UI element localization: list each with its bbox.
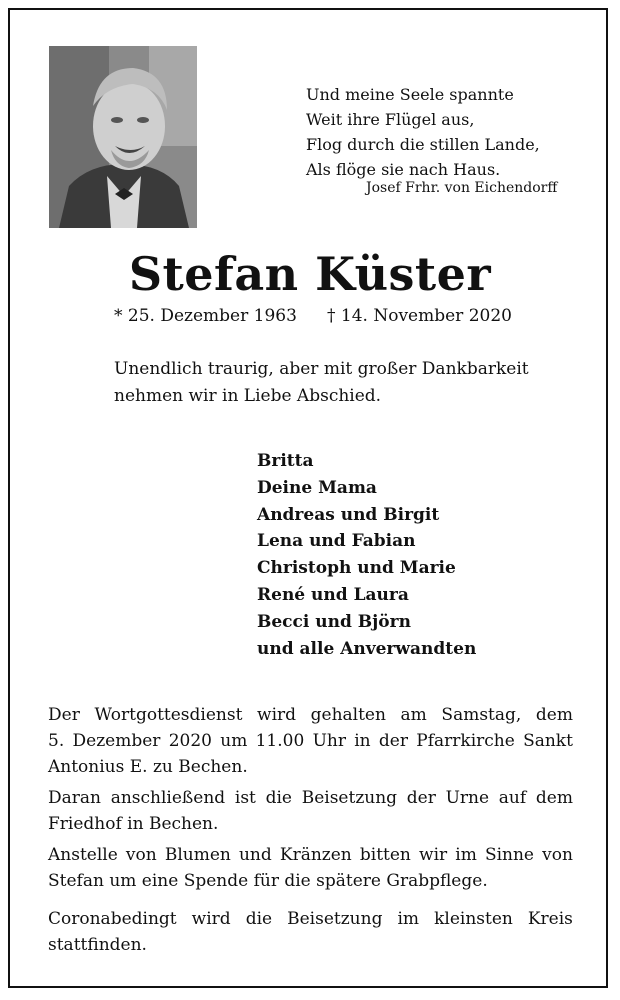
corona-paragraph [48, 906, 573, 958]
word: Daran [48, 788, 101, 808]
word: Blumen [164, 845, 231, 865]
word: bitten [359, 845, 411, 865]
farewell-text [114, 356, 529, 410]
word: Kränzen [279, 845, 352, 865]
word: dem [535, 705, 573, 725]
birth-date: * 25. Dezember 1963 [114, 306, 297, 326]
paragraph-line: Friedhof in Bechen. [48, 814, 219, 834]
word: wird [191, 909, 231, 929]
mourner-name: René und Laura [257, 584, 409, 605]
burial-paragraph [48, 785, 573, 837]
word: Der [48, 705, 80, 725]
mourner-name: Britta [257, 451, 314, 471]
poem [306, 82, 540, 182]
word: im [397, 909, 420, 929]
word: im [455, 845, 477, 865]
poem-line: Und meine Seele spannte [306, 85, 514, 104]
deceased-name: Stefan Küster [128, 247, 492, 301]
word: Urne [445, 788, 490, 808]
word: der [406, 788, 436, 808]
mourner-name: Christoph und Marie [257, 558, 456, 579]
word: dem [535, 788, 573, 808]
word: Wortgottesdienst [94, 705, 243, 725]
justified-line [48, 728, 573, 754]
mourner-name: Andreas und Birgit [257, 504, 440, 525]
word: von [125, 845, 157, 865]
word: von [542, 845, 573, 865]
word: kleinsten [434, 909, 513, 929]
word: Sankt [523, 731, 573, 751]
word: Uhr [312, 731, 346, 751]
justified-line [48, 842, 573, 868]
justified-line [48, 702, 573, 728]
word: Anstelle [48, 845, 118, 865]
poem-line: Als flöge sie nach Haus. [306, 160, 501, 179]
mourner-name: Deine Mama [257, 477, 377, 498]
word: ist [234, 788, 256, 808]
poem-author: Josef Frhr. von Eichendorff [366, 180, 558, 196]
word: Dezember [72, 731, 161, 751]
word: gehalten [310, 705, 386, 725]
donation-paragraph [48, 842, 573, 894]
word: 11.00 [255, 731, 305, 751]
paragraph-line: Antonius E. zu Bechen. [48, 757, 248, 777]
word: wird [257, 705, 297, 725]
word: 2020 [168, 731, 212, 751]
word: die [265, 788, 292, 808]
word: auf [498, 788, 527, 808]
paragraph-line: stattfinden. [48, 935, 147, 955]
mourners-list [257, 448, 476, 662]
farewell-line: Unendlich traurig, aber mit großer Dankbarkeit [114, 359, 529, 379]
word: 5. [48, 731, 65, 751]
mourner-name: und alle Anverwandten [257, 638, 477, 659]
word: wir [419, 845, 448, 865]
word: die [245, 909, 273, 929]
mourner-name: Becci und Björn [257, 611, 411, 632]
mourner-name: Lena und Fabian [257, 531, 416, 552]
word: um [220, 731, 248, 751]
word: Kreis [527, 909, 573, 929]
word: anschließend [110, 788, 226, 808]
word: Beisetzung [287, 909, 383, 929]
paragraph-line: Stefan um eine Spende für die spätere Grabpflege. [48, 871, 488, 891]
word: Coronabedingt [48, 909, 177, 929]
word: Pfarrkirche [416, 731, 515, 751]
word: in [354, 731, 371, 751]
word: am [400, 705, 427, 725]
justified-line [48, 906, 573, 932]
word: der [378, 731, 408, 751]
justified-line [48, 785, 573, 811]
poem-line: Weit ihre Flügel aus, [306, 110, 475, 129]
word: Samstag, [441, 705, 522, 725]
word: Beisetzung [301, 788, 398, 808]
word: und [238, 845, 272, 865]
poem-line: Flog durch die stillen Lande, [306, 135, 540, 154]
service-paragraph [48, 702, 573, 780]
portrait-photo [49, 46, 197, 228]
word: Sinne [484, 845, 534, 865]
death-date: † 14. November 2020 [327, 306, 512, 326]
farewell-line: nehmen wir in Liebe Abschied. [114, 386, 382, 406]
